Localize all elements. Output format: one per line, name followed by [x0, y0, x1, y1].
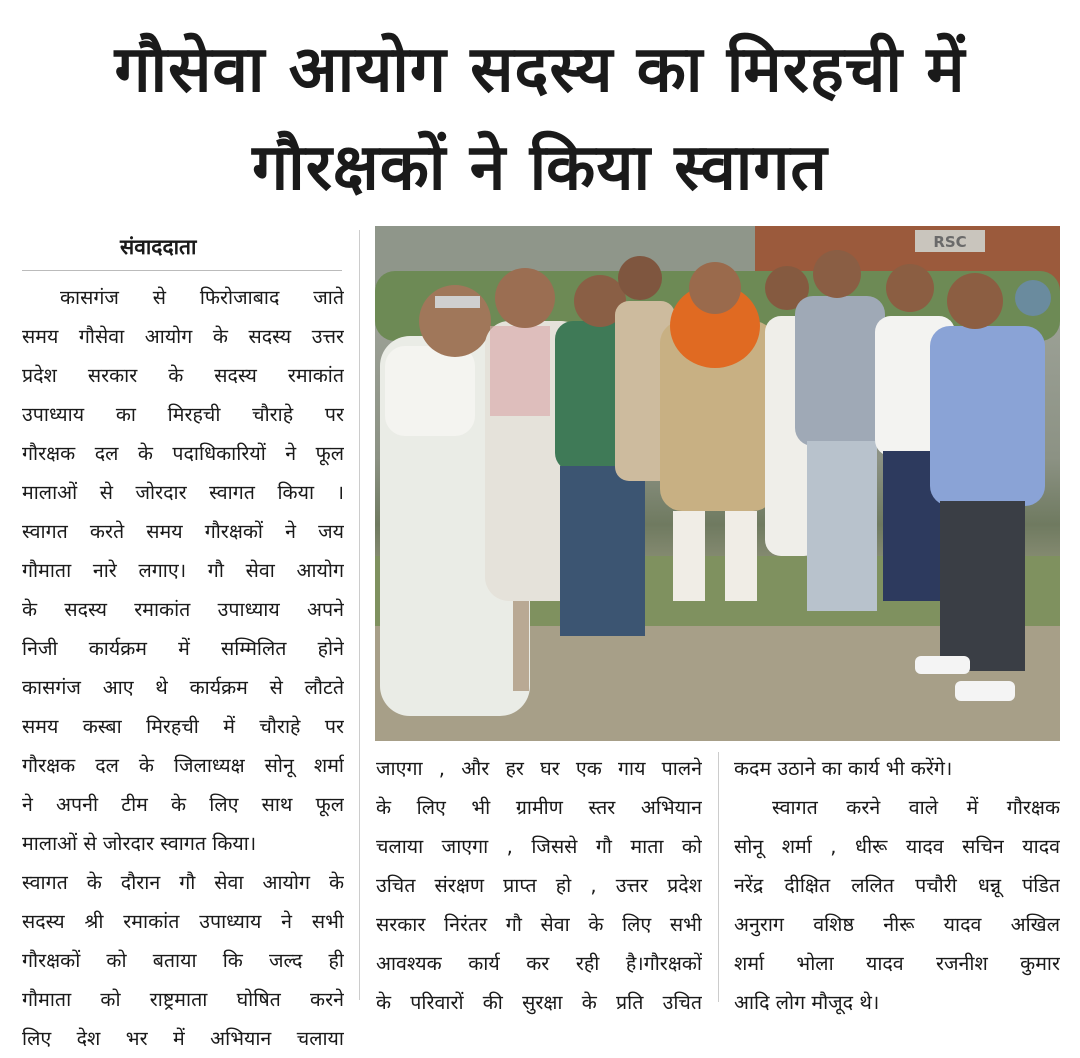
text-line: गौमाता को राष्ट्रमाता घोषित करने	[22, 988, 344, 1011]
text-line: गौरक्षकों को बताया कि जल्द ही	[22, 949, 344, 972]
article-column-2	[376, 749, 702, 1022]
group-photo-illustration	[375, 226, 1060, 741]
text-line: समय गौसेवा आयोग के सदस्य उत्तर	[22, 325, 344, 348]
text-line: के सदस्य रमाकांत उपाध्याय अपने	[22, 598, 344, 621]
headline-line-1: गौसेवा आयोग सदस्य का मिरहची में	[114, 33, 966, 107]
text-line: के परिवारों की सुरक्षा के प्रति उचित	[376, 991, 702, 1014]
byline-rule	[22, 270, 342, 271]
text-line: लिए देश भर में अभियान चलाया	[22, 1027, 344, 1050]
text-line: समय कस्बा मिरहची में चौराहे पर	[22, 715, 344, 738]
text-line: प्रदेश सरकार के सदस्य रमाकांत	[22, 364, 344, 387]
text-line: उचित संरक्षण प्राप्त हो , उत्तर प्रदेश	[376, 874, 702, 897]
text-line: सरकार निरंतर गौ सेवा के लिए सभी	[376, 913, 702, 936]
text-line: कासगंज आए थे कार्यक्रम से लौटते	[22, 676, 344, 699]
text-line: मालाओं से जोरदार स्वागत किया ।	[22, 481, 344, 504]
text-line: आदि लोग मौजूद थे।	[734, 991, 880, 1014]
headline-line-2: गौरक्षकों ने किया स्वागत	[252, 131, 828, 205]
text-line: कदम उठाने का कार्य भी करेंगे।	[734, 757, 953, 780]
text-line: स्वागत करते समय गौरक्षकों ने जय	[22, 520, 344, 543]
person-grey-shirt	[795, 250, 885, 611]
text-line: निजी कार्यक्रम में सम्मिलित होने	[22, 637, 344, 660]
text-line: सदस्य श्री रमाकांत उपाध्याय ने सभी	[22, 910, 344, 933]
text-line: जाएगा , और हर घर एक गाय पालने	[376, 757, 702, 780]
article-column-3	[734, 749, 1060, 1022]
person-helmet	[1015, 280, 1051, 316]
text-line: गौरक्षक दल के जिलाध्यक्ष सोनू शर्मा	[22, 754, 344, 777]
news-photo	[375, 226, 1060, 741]
text-line: आवश्यक कार्य कर रही है।गौरक्षकों	[376, 952, 702, 975]
text-line: गौरक्षक दल के पदाधिकारियों ने फूल	[22, 442, 344, 465]
text-line: के लिए भी ग्रामीण स्तर अभियान	[376, 796, 702, 819]
text-line: गौमाता नारे लगाए। गौ सेवा आयोग	[22, 559, 344, 582]
text-line: अनुराग वशिष्ठ नीरू यादव अखिल	[734, 913, 1060, 936]
text-line: नरेंद्र दीक्षित ललित पचौरी धन्नू पंडित	[734, 874, 1060, 897]
text-line: स्वागत करने वाले में गौरक्षक	[772, 796, 1060, 819]
text-line: उपाध्याय का मिरहची चौराहे पर	[22, 403, 344, 426]
sign-text: RSC	[933, 233, 967, 251]
text-line: चलाया जाएगा , जिससे गौ माता को	[376, 835, 702, 858]
column-divider-left	[359, 230, 360, 1000]
text-line: सोनू शर्मा , धीरू यादव सचिन यादव	[734, 835, 1060, 858]
text-line: ने अपनी टीम के लिए साथ फूल	[22, 793, 344, 816]
text-line: शर्मा भोला यादव रजनीश कुमार	[734, 952, 1060, 975]
text-line: स्वागत के दौरान गौ सेवा आयोग के	[22, 871, 344, 894]
text-line: कासगंज से फिरोजाबाद जाते	[60, 286, 344, 309]
column-divider-right	[718, 752, 719, 1002]
article-column-1	[22, 278, 344, 1058]
byline: संवाददाता	[120, 235, 197, 259]
text-line: मालाओं से जोरदार स्वागत किया।	[22, 832, 257, 855]
